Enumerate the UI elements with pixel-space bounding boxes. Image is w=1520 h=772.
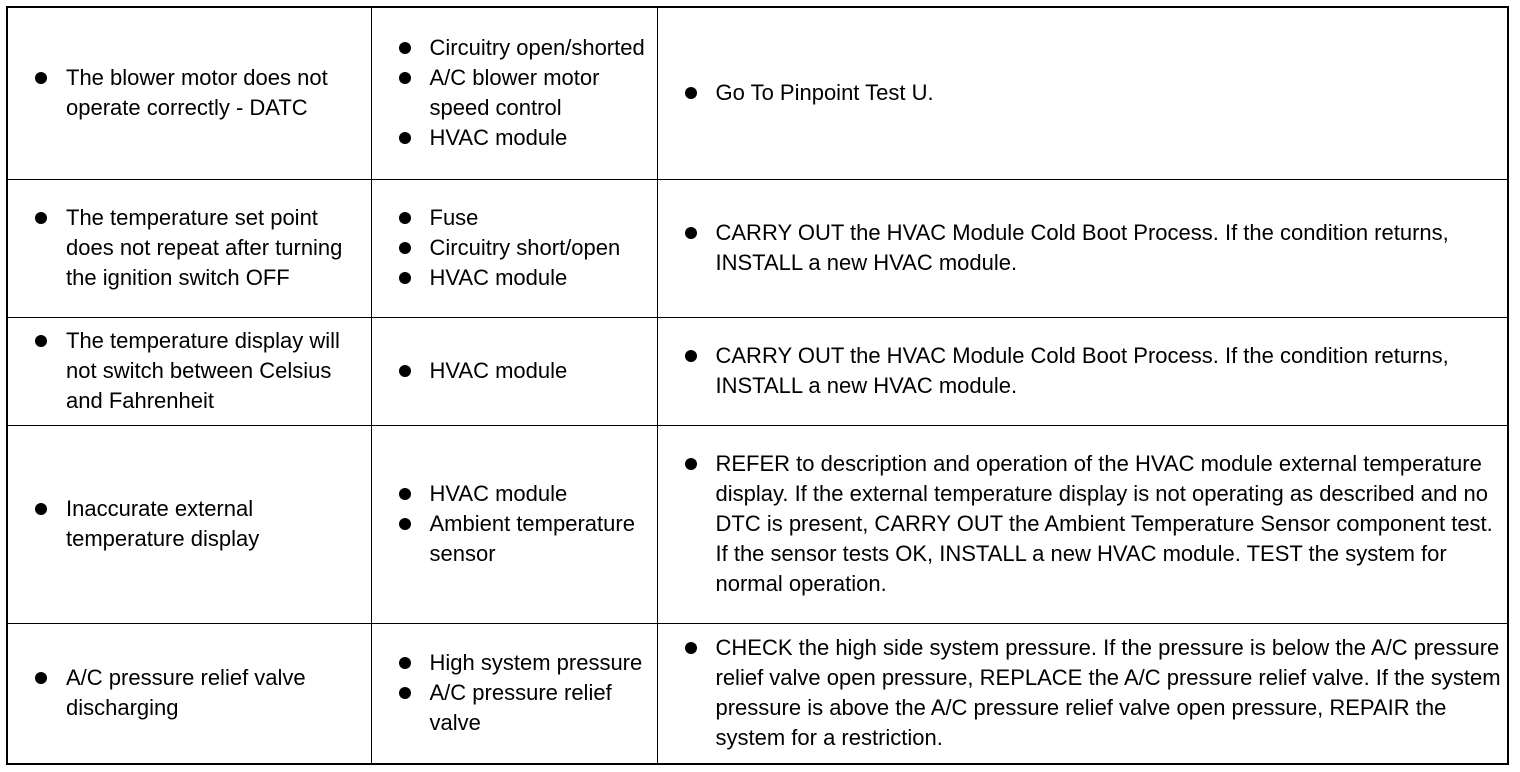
source-item: High system pressure	[372, 648, 657, 678]
action-text: CARRY OUT the HVAC Module Cold Boot Process. If the condition returns, INSTALL a new HVAC module.	[658, 218, 1508, 278]
condition-cell	[7, 425, 371, 623]
source-cell	[371, 7, 657, 179]
source-cell	[371, 425, 657, 623]
table-row	[7, 7, 1508, 179]
action-cell	[657, 317, 1508, 425]
condition-cell	[7, 623, 371, 764]
source-item: HVAC module	[372, 479, 657, 509]
table-row	[7, 425, 1508, 623]
condition-text: The blower motor does not operate correctly - DATC	[8, 63, 371, 123]
action-cell	[657, 7, 1508, 179]
table-row	[7, 179, 1508, 317]
source-item: Ambient temperature sensor	[372, 509, 657, 569]
source-item: A/C blower motor speed control	[372, 63, 657, 123]
action-cell	[657, 179, 1508, 317]
source-item: HVAC module	[372, 356, 657, 386]
source-item: HVAC module	[372, 123, 657, 153]
table-row	[7, 623, 1508, 764]
condition-text: The temperature set point does not repeat after turning the ignition switch OFF	[8, 203, 371, 293]
source-item: Fuse	[372, 203, 657, 233]
source-item: Circuitry short/open	[372, 233, 657, 263]
condition-text: A/C pressure relief valve discharging	[8, 663, 371, 723]
action-text: CHECK the high side system pressure. If the pressure is below the A/C pressure relief valve open pressure, REPLACE the A/C pressure relief valve. If the system pressure is above the A/C pressure relief valve open pressure, REPAIR the system for a restriction.	[658, 633, 1508, 753]
action-text: REFER to description and operation of the HVAC module external temperature display. If the external temperature display is not operating as described and no DTC is present, CARRY OUT the Ambient Temperature Sensor component test. If the sensor tests OK, INSTALL a new HVAC module. TEST the system for normal operation.	[658, 449, 1508, 599]
source-cell	[371, 623, 657, 764]
source-item: A/C pressure relief valve	[372, 678, 657, 738]
condition-text: The temperature display will not switch between Celsius and Fahrenheit	[8, 326, 371, 416]
source-cell	[371, 317, 657, 425]
action-cell	[657, 623, 1508, 764]
source-cell	[371, 179, 657, 317]
action-text: CARRY OUT the HVAC Module Cold Boot Process. If the condition returns, INSTALL a new HVAC module.	[658, 341, 1508, 401]
table-row	[7, 317, 1508, 425]
condition-cell	[7, 317, 371, 425]
condition-cell	[7, 179, 371, 317]
symptom-chart-table	[6, 6, 1509, 765]
source-item: HVAC module	[372, 263, 657, 293]
action-text: Go To Pinpoint Test U.	[658, 78, 1508, 108]
condition-text: Inaccurate external temperature display	[8, 494, 371, 554]
condition-cell	[7, 7, 371, 179]
action-cell	[657, 425, 1508, 623]
source-item: Circuitry open/shorted	[372, 33, 657, 63]
